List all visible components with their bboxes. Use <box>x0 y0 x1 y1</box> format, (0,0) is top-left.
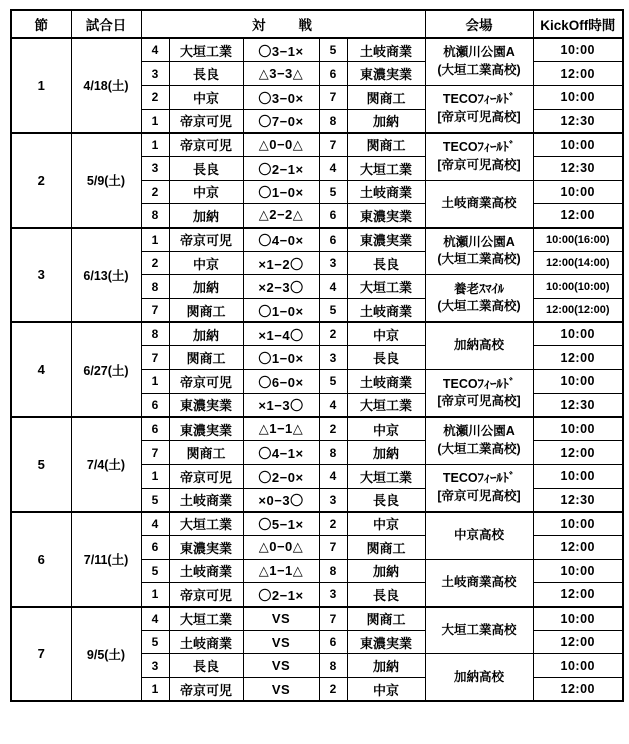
kickoff-time: 12:00 <box>533 346 623 370</box>
team1-number: 8 <box>141 322 169 346</box>
match-score: 〇3−1× <box>243 38 319 62</box>
match-score: 〇1−0× <box>243 346 319 370</box>
header-date: 試合日 <box>71 10 141 38</box>
team2-number: 3 <box>319 346 347 370</box>
team2-name: 土岐商業 <box>347 299 425 323</box>
match-score: VS <box>243 654 319 678</box>
match-score: 〇1−0× <box>243 180 319 204</box>
kickoff-time: 12:00 <box>533 583 623 607</box>
team2-name: 中京 <box>347 322 425 346</box>
team1-number: 1 <box>141 228 169 252</box>
team2-number: 8 <box>319 654 347 678</box>
team2-number: 5 <box>319 370 347 394</box>
match-score: △2−2△ <box>243 204 319 228</box>
team2-name: 土岐商業 <box>347 370 425 394</box>
venue-line: 中京高校 <box>453 527 504 542</box>
header-kickoff: KickOff時間 <box>533 10 623 38</box>
team1-name: 関商工 <box>169 441 243 465</box>
kickoff-time: 12:00 <box>533 535 623 559</box>
team2-name: 大垣工業 <box>347 393 425 417</box>
kickoff-time: 12:00 <box>533 678 623 702</box>
team1-number: 5 <box>141 559 169 583</box>
team1-number: 7 <box>141 299 169 323</box>
team2-name: 土岐商業 <box>347 38 425 62</box>
venue <box>425 180 533 227</box>
venue <box>425 370 533 417</box>
venue-line: TECOﾌｨｰﾙﾄﾞ <box>442 92 516 107</box>
match-score: 〇2−1× <box>243 583 319 607</box>
team1-number: 2 <box>141 85 169 109</box>
kickoff-time: 10:00 <box>533 370 623 394</box>
venue-line: (大垣工業高校) <box>437 62 521 77</box>
match-row <box>11 228 623 252</box>
venue-line: 杭瀬川公園A <box>443 45 515 60</box>
match-score: △3−3△ <box>243 62 319 86</box>
round-number: 5 <box>11 417 71 512</box>
team2-number: 7 <box>319 85 347 109</box>
team1-number: 8 <box>141 204 169 228</box>
round-number: 1 <box>11 38 71 133</box>
team1-number: 5 <box>141 488 169 512</box>
team1-name: 土岐商業 <box>169 488 243 512</box>
match-row <box>11 322 623 346</box>
team2-name: 東濃実業 <box>347 204 425 228</box>
round-number: 7 <box>11 607 71 702</box>
kickoff-time: 12:30 <box>533 393 623 417</box>
kickoff-time: 12:00 <box>533 441 623 465</box>
team2-number: 6 <box>319 204 347 228</box>
team1-name: 東濃実業 <box>169 393 243 417</box>
team1-number: 1 <box>141 109 169 133</box>
match-score: 〇7−0× <box>243 109 319 133</box>
venue-line: 土岐商業高校 <box>441 195 517 210</box>
kickoff-time: 10:00 <box>533 464 623 488</box>
venue-line: (大垣工業高校) <box>437 299 521 314</box>
kickoff-time: 12:00 <box>533 630 623 654</box>
header-match: 対 戦 <box>141 10 425 38</box>
venue-line: (大垣工業高校) <box>437 252 521 267</box>
header-venue: 会場 <box>425 10 533 38</box>
team1-name: 帝京可児 <box>169 133 243 157</box>
team2-name: 東濃実業 <box>347 62 425 86</box>
team2-name: 関商工 <box>347 535 425 559</box>
team2-number: 5 <box>319 38 347 62</box>
match-score: △1−1△ <box>243 417 319 441</box>
team1-number: 1 <box>141 464 169 488</box>
team1-number: 7 <box>141 346 169 370</box>
team1-name: 中京 <box>169 180 243 204</box>
venue-line: 杭瀬川公園A <box>443 234 515 249</box>
team2-name: 関商工 <box>347 133 425 157</box>
round-number: 4 <box>11 322 71 417</box>
venue <box>425 85 533 132</box>
kickoff-time: 10:00(16:00) <box>533 228 623 252</box>
team1-name: 関商工 <box>169 299 243 323</box>
match-schedule-table <box>10 9 624 702</box>
venue <box>425 322 533 369</box>
match-score: 〇3−0× <box>243 85 319 109</box>
team1-name: 帝京可児 <box>169 109 243 133</box>
match-row <box>11 133 623 157</box>
team1-number: 7 <box>141 441 169 465</box>
venue <box>425 275 533 322</box>
match-score: 〇4−1× <box>243 441 319 465</box>
team2-number: 7 <box>319 607 347 631</box>
match-date: 4/18(土) <box>71 38 141 133</box>
kickoff-time: 10:00 <box>533 180 623 204</box>
venue <box>425 559 533 606</box>
venue <box>425 133 533 180</box>
venue <box>425 228 533 275</box>
match-score: ×1−4〇 <box>243 322 319 346</box>
kickoff-time: 10:00(10:00) <box>533 275 623 299</box>
match-date: 6/13(土) <box>71 228 141 323</box>
match-score: 〇2−0× <box>243 464 319 488</box>
team2-number: 4 <box>319 275 347 299</box>
header-row <box>11 10 623 38</box>
kickoff-time: 12:00(12:00) <box>533 299 623 323</box>
team2-number: 7 <box>319 133 347 157</box>
team2-name: 長良 <box>347 583 425 607</box>
venue <box>425 607 533 654</box>
team1-name: 加納 <box>169 204 243 228</box>
kickoff-time: 12:00(14:00) <box>533 251 623 275</box>
venue-line: (大垣工業高校) <box>437 441 521 456</box>
kickoff-time: 10:00 <box>533 559 623 583</box>
match-score: 〇4−0× <box>243 228 319 252</box>
team1-number: 4 <box>141 512 169 536</box>
team2-name: 関商工 <box>347 607 425 631</box>
team1-name: 東濃実業 <box>169 535 243 559</box>
team1-number: 5 <box>141 630 169 654</box>
venue-line: TECOﾌｨｰﾙﾄﾞ <box>442 471 516 486</box>
kickoff-time: 12:30 <box>533 109 623 133</box>
kickoff-time: 12:30 <box>533 488 623 512</box>
kickoff-time: 12:00 <box>533 62 623 86</box>
venue-line: [帝京可児高校] <box>437 394 521 409</box>
match-date: 5/9(土) <box>71 133 141 228</box>
match-score: 〇2−1× <box>243 156 319 180</box>
team1-number: 6 <box>141 417 169 441</box>
team1-number: 2 <box>141 251 169 275</box>
team2-name: 大垣工業 <box>347 156 425 180</box>
match-score: ×2−3〇 <box>243 275 319 299</box>
team2-name: 加納 <box>347 559 425 583</box>
match-score: ×0−3〇 <box>243 488 319 512</box>
venue-line: 養老ｽﾏｲﾙ <box>453 281 504 296</box>
team2-number: 5 <box>319 180 347 204</box>
match-score: 〇1−0× <box>243 299 319 323</box>
team2-name: 中京 <box>347 678 425 702</box>
kickoff-time: 10:00 <box>533 512 623 536</box>
match-date: 7/11(土) <box>71 512 141 607</box>
team1-name: 帝京可児 <box>169 228 243 252</box>
team1-number: 4 <box>141 607 169 631</box>
venue-line: 加納高校 <box>453 338 504 353</box>
match-score: VS <box>243 678 319 702</box>
match-score: △0−0△ <box>243 535 319 559</box>
team2-name: 大垣工業 <box>347 275 425 299</box>
team2-number: 4 <box>319 393 347 417</box>
team1-name: 大垣工業 <box>169 607 243 631</box>
team2-number: 6 <box>319 630 347 654</box>
team2-name: 長良 <box>347 346 425 370</box>
team2-number: 5 <box>319 299 347 323</box>
match-row <box>11 38 623 62</box>
team2-number: 2 <box>319 322 347 346</box>
team1-name: 帝京可児 <box>169 583 243 607</box>
team1-name: 帝京可児 <box>169 370 243 394</box>
team1-number: 1 <box>141 370 169 394</box>
kickoff-time: 10:00 <box>533 133 623 157</box>
team2-number: 2 <box>319 512 347 536</box>
match-date: 6/27(土) <box>71 322 141 417</box>
venue-line: TECOﾌｨｰﾙﾄﾞ <box>442 140 516 155</box>
team2-name: 東濃実業 <box>347 630 425 654</box>
team2-name: 加納 <box>347 109 425 133</box>
kickoff-time: 10:00 <box>533 607 623 631</box>
team2-number: 2 <box>319 678 347 702</box>
team1-name: 長良 <box>169 156 243 180</box>
team2-number: 2 <box>319 417 347 441</box>
venue-line: TECOﾌｨｰﾙﾄﾞ <box>442 376 516 391</box>
team1-name: 大垣工業 <box>169 512 243 536</box>
team2-number: 8 <box>319 109 347 133</box>
team2-name: 土岐商業 <box>347 180 425 204</box>
team2-name: 中京 <box>347 417 425 441</box>
venue <box>425 654 533 701</box>
match-score: VS <box>243 630 319 654</box>
team2-number: 6 <box>319 62 347 86</box>
team1-number: 3 <box>141 156 169 180</box>
match-score: △0−0△ <box>243 133 319 157</box>
match-row <box>11 607 623 631</box>
kickoff-time: 12:00 <box>533 204 623 228</box>
team1-number: 1 <box>141 678 169 702</box>
team2-name: 中京 <box>347 512 425 536</box>
team2-number: 4 <box>319 464 347 488</box>
team1-name: 大垣工業 <box>169 38 243 62</box>
team1-name: 土岐商業 <box>169 559 243 583</box>
venue-line: [帝京可児高校] <box>437 488 521 503</box>
team2-number: 3 <box>319 583 347 607</box>
kickoff-time: 10:00 <box>533 417 623 441</box>
team2-name: 長良 <box>347 251 425 275</box>
team2-number: 3 <box>319 251 347 275</box>
team1-number: 6 <box>141 393 169 417</box>
round-number: 2 <box>11 133 71 228</box>
team1-name: 長良 <box>169 654 243 678</box>
team1-name: 中京 <box>169 85 243 109</box>
team1-name: 加納 <box>169 275 243 299</box>
kickoff-time: 10:00 <box>533 85 623 109</box>
team1-name: 長良 <box>169 62 243 86</box>
kickoff-time: 10:00 <box>533 38 623 62</box>
team2-number: 3 <box>319 488 347 512</box>
team1-name: 東濃実業 <box>169 417 243 441</box>
team1-name: 土岐商業 <box>169 630 243 654</box>
match-score: 〇5−1× <box>243 512 319 536</box>
team2-name: 関商工 <box>347 85 425 109</box>
team1-name: 帝京可児 <box>169 678 243 702</box>
team2-name: 大垣工業 <box>347 464 425 488</box>
team1-number: 4 <box>141 38 169 62</box>
venue <box>425 38 533 85</box>
venue-line: [帝京可児高校] <box>437 157 521 172</box>
team1-number: 2 <box>141 180 169 204</box>
team1-name: 中京 <box>169 251 243 275</box>
team1-number: 1 <box>141 133 169 157</box>
kickoff-time: 12:30 <box>533 156 623 180</box>
match-score: △1−1△ <box>243 559 319 583</box>
team1-number: 8 <box>141 275 169 299</box>
team2-name: 加納 <box>347 441 425 465</box>
team1-name: 加納 <box>169 322 243 346</box>
match-row <box>11 417 623 441</box>
match-score: ×1−3〇 <box>243 393 319 417</box>
match-date: 9/5(土) <box>71 607 141 702</box>
team2-number: 8 <box>319 441 347 465</box>
header-round: 節 <box>11 10 71 38</box>
team1-number: 1 <box>141 583 169 607</box>
round-number: 6 <box>11 512 71 607</box>
team2-name: 東濃実業 <box>347 228 425 252</box>
match-score: VS <box>243 607 319 631</box>
team2-name: 加納 <box>347 654 425 678</box>
team1-number: 3 <box>141 654 169 678</box>
venue <box>425 512 533 559</box>
team1-number: 6 <box>141 535 169 559</box>
venue-line: 大垣工業高校 <box>441 622 517 637</box>
team1-number: 3 <box>141 62 169 86</box>
team2-number: 7 <box>319 535 347 559</box>
team1-name: 帝京可児 <box>169 464 243 488</box>
round-number: 3 <box>11 228 71 323</box>
match-row <box>11 512 623 536</box>
match-score: 〇6−0× <box>243 370 319 394</box>
team1-name: 関商工 <box>169 346 243 370</box>
venue <box>425 464 533 511</box>
venue-line: 加納高校 <box>453 669 504 684</box>
venue-line: 杭瀬川公園A <box>443 424 515 439</box>
kickoff-time: 10:00 <box>533 322 623 346</box>
venue-line: [帝京可児高校] <box>437 109 521 124</box>
team2-number: 8 <box>319 559 347 583</box>
match-date: 7/4(土) <box>71 417 141 512</box>
team2-name: 長良 <box>347 488 425 512</box>
team2-number: 6 <box>319 228 347 252</box>
venue <box>425 417 533 464</box>
match-score: ×1−2〇 <box>243 251 319 275</box>
kickoff-time: 10:00 <box>533 654 623 678</box>
venue-line: 土岐商業高校 <box>441 574 517 589</box>
team2-number: 4 <box>319 156 347 180</box>
